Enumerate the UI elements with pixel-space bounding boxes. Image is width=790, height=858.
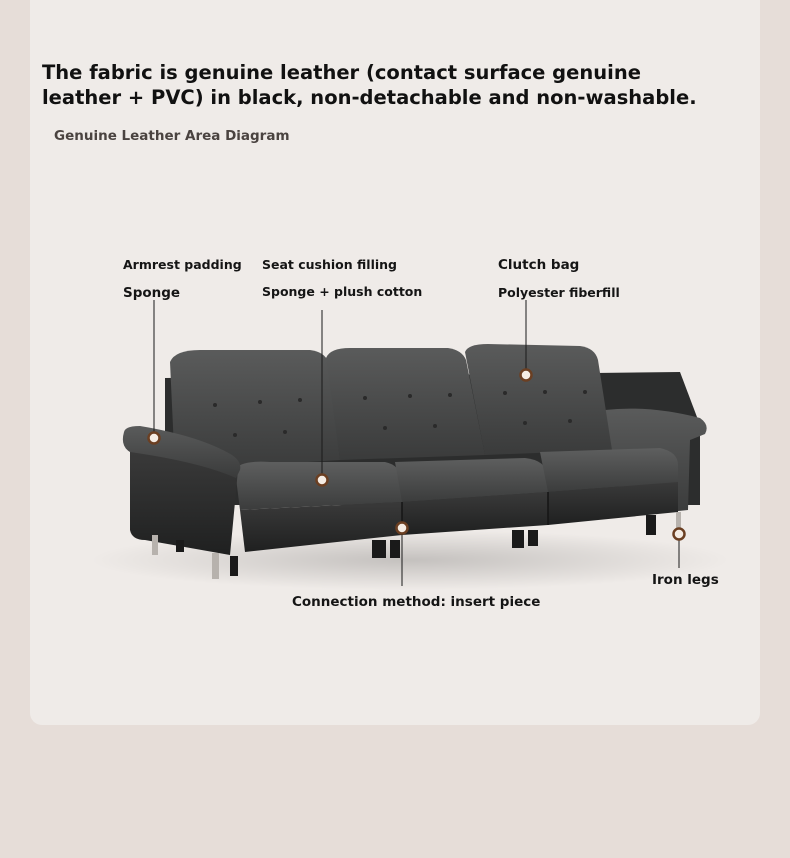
callout-clutch-value: Polyester fiberfill [498, 285, 620, 300]
seat-cushion-left [235, 462, 402, 510]
callout-armrest-value: Sponge [123, 285, 181, 301]
marker-legs [674, 529, 685, 540]
callout-connection-title: Connection method: insert piece [292, 594, 541, 610]
callout-seat-title: Seat cushion filling [262, 257, 397, 272]
callout-armrest-title: Armrest padding [123, 257, 242, 272]
marker-seat [317, 475, 328, 486]
back-cushion-middle [326, 348, 485, 460]
marker-armrest [149, 433, 160, 444]
back-cushion-right [465, 344, 612, 455]
diagram-subheading: Genuine Leather Area Diagram [54, 128, 290, 144]
headline: The fabric is genuine leather (contact surface genuine leather + PVC) in black, non-detachable and non-washable. [42, 61, 697, 109]
callout-seat-value: Sponge + plush cotton [262, 284, 423, 299]
callout-clutch-title: Clutch bag [498, 257, 580, 273]
marker-clutch [521, 370, 532, 381]
callout-legs-title: Iron legs [652, 572, 719, 588]
marker-connection [397, 523, 408, 534]
